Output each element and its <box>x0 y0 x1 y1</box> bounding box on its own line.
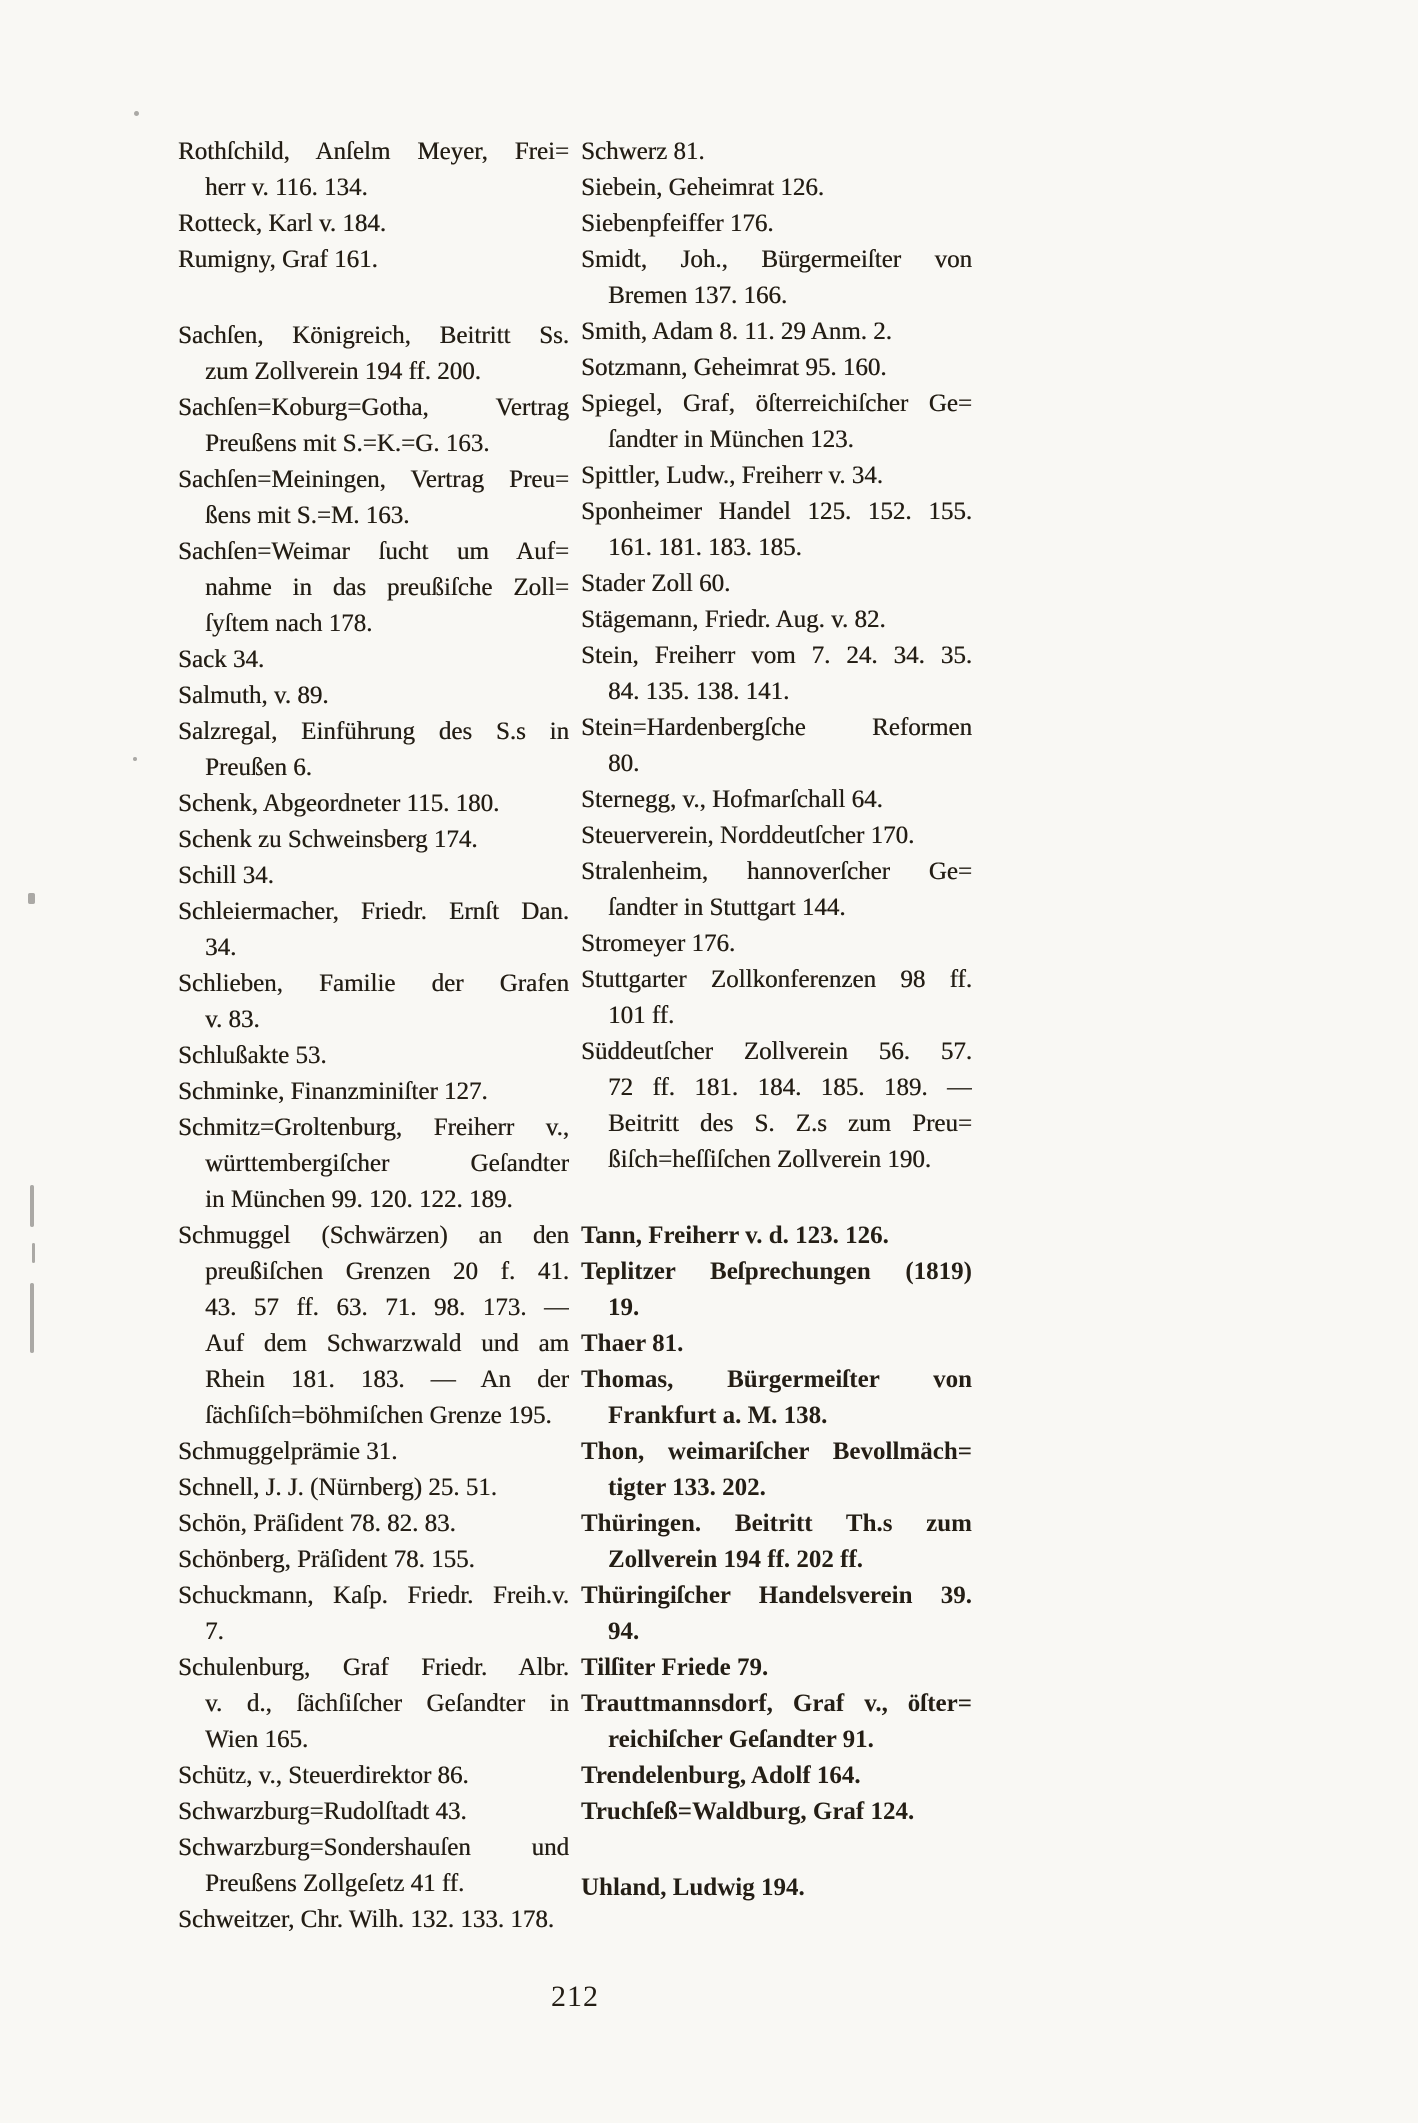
index-entry <box>178 1830 569 1902</box>
index-entry <box>178 1578 569 1650</box>
entry-line: Schweitzer, Chr. Wilh. 132. 133. 178. <box>178 1906 554 1933</box>
entry-line: ſächſiſch=böhmiſchen Grenze 195. <box>205 1402 552 1429</box>
index-entry <box>581 1434 972 1506</box>
scan-artifact <box>30 1185 34 1227</box>
entry-line: Stromeyer 176. <box>581 930 736 957</box>
index-entry <box>581 314 972 350</box>
scan-artifact <box>28 893 35 904</box>
entry-line: Schwerz 81. <box>581 138 705 165</box>
entry-line: Schenk, Abgeordneter 115. 180. <box>178 790 500 817</box>
entry-line: 72 ff. 181. 184. 185. 189. — <box>608 1074 972 1101</box>
entry-line: Schuckmann, Kaſp. Friedr. Freih.v. <box>178 1582 569 1609</box>
scan-artifact <box>133 757 137 761</box>
entry-line: Preußens mit S.=K.=G. 163. <box>205 430 490 457</box>
index-entry <box>178 966 569 1038</box>
index-entry <box>581 458 972 494</box>
index-entry <box>581 1578 972 1650</box>
index-column-left <box>178 134 569 1938</box>
entry-line: 43. 57 ff. 63. 71. 98. 173. — <box>205 1294 569 1321</box>
entry-line: Stader Zoll 60. <box>581 570 731 597</box>
entry-line: Bremen 137. 166. <box>608 282 788 309</box>
index-entry <box>178 1506 569 1542</box>
entry-line: 34. <box>205 934 237 961</box>
scan-artifact <box>134 111 139 116</box>
entry-line: 84. 135. 138. 141. <box>608 678 790 705</box>
entry-line: Schlieben, Familie der Grafen <box>178 970 569 997</box>
entry-line: Rhein 181. 183. — An der <box>205 1366 569 1393</box>
entry-line: Smith, Adam 8. 11. 29 Anm. 2. <box>581 318 892 345</box>
entry-line: Spiegel, Graf, öſterreichiſcher Ge= <box>581 390 972 417</box>
index-entry <box>178 1110 569 1218</box>
entry-line: Sternegg, v., Hofmarſchall 64. <box>581 786 883 813</box>
index-entry <box>581 1758 972 1794</box>
page-number: 212 <box>551 1980 599 2013</box>
entry-line: zum Zollverein 194 ff. 200. <box>205 358 481 385</box>
entry-line: Auf dem Schwarzwald und am <box>205 1330 569 1357</box>
entry-line: Tilſiter Friede 79. <box>581 1654 769 1681</box>
index-entry <box>581 1362 972 1434</box>
index-entry <box>581 818 972 854</box>
index-entry <box>581 350 972 386</box>
entry-line: Rothſchild, Anſelm Meyer, Frei= <box>178 138 569 165</box>
entry-line: Schmuggel (Schwärzen) an den <box>178 1222 569 1249</box>
entry-line: v. 83. <box>205 1006 260 1033</box>
entry-line: Tann, Freiherr v. d. 123. 126. <box>581 1222 889 1249</box>
index-entry <box>178 642 569 678</box>
entry-line: Stein, Freiherr vom 7. 24. 34. 35. <box>581 642 972 669</box>
index-entry <box>581 1034 972 1178</box>
scan-artifact <box>30 1283 34 1353</box>
index-entry <box>581 1650 972 1686</box>
entry-line: Sachſen=Koburg=Gotha, Vertrag <box>178 394 569 421</box>
entry-line: v. d., ſächſiſcher Geſandter in <box>205 1690 569 1717</box>
index-entry <box>581 710 972 782</box>
entry-line: Stralenheim, hannoverſcher Ge= <box>581 858 972 885</box>
index-entry <box>178 390 569 462</box>
entry-line: in München 99. 120. 122. 189. <box>205 1186 513 1213</box>
index-entry <box>178 1758 569 1794</box>
scan-artifact <box>32 1243 35 1263</box>
entry-line: Schmuggelprämie 31. <box>178 1438 398 1465</box>
entry-line: nahme in das preußiſche Zoll= <box>205 574 569 601</box>
entry-line: Teplitzer Beſprechungen (1819) <box>581 1258 972 1285</box>
index-entry <box>581 1218 972 1254</box>
index-entry <box>178 1074 569 1110</box>
index-entry <box>581 782 972 818</box>
index-entry <box>178 1434 569 1470</box>
entry-line: Schwarzburg=Sondershauſen und <box>178 1834 569 1861</box>
index-entry <box>581 1870 972 1906</box>
index-entry <box>178 1794 569 1830</box>
entry-line: Thomas, Bürgermeiſter von <box>581 1366 972 1393</box>
index-entry <box>178 242 569 278</box>
entry-line: Süddeutſcher Zollverein 56. 57. <box>581 1038 972 1065</box>
entry-line: Zollverein 194 ff. 202 ff. <box>608 1546 864 1573</box>
entry-line: Steuerverein, Norddeutſcher 170. <box>581 822 915 849</box>
index-entry <box>581 134 972 170</box>
entry-line: ßens mit S.=M. 163. <box>205 502 410 529</box>
entry-line: Salzregal, Einführung des S.s in <box>178 718 569 745</box>
entry-line: Sotzmann, Geheimrat 95. 160. <box>581 354 887 381</box>
entry-line: Rotteck, Karl v. 184. <box>178 210 387 237</box>
entry-line: Spittler, Ludw., Freiherr v. 34. <box>581 462 883 489</box>
index-entry <box>178 822 569 858</box>
index-entry <box>581 1506 972 1578</box>
entry-line: Smidt, Joh., Bürgermeiſter von <box>581 246 972 273</box>
index-entry <box>581 566 972 602</box>
entry-line: 101 ff. <box>608 1002 675 1029</box>
entry-line: ſandter in München 123. <box>608 426 854 453</box>
entry-line: Schenk zu Schweinsberg 174. <box>178 826 478 853</box>
entry-line: Frankfurt a. M. 138. <box>608 1402 828 1429</box>
index-entry <box>178 894 569 966</box>
entry-line: Schleiermacher, Friedr. Ernſt Dan. <box>178 898 569 925</box>
entry-line: Schulenburg, Graf Friedr. Albr. <box>178 1654 569 1681</box>
entry-line: Uhland, Ludwig 194. <box>581 1874 805 1901</box>
index-entry <box>581 854 972 926</box>
entry-line: Thon, weimariſcher Bevollmäch= <box>581 1438 972 1465</box>
entry-line: 80. <box>608 750 640 777</box>
index-entry <box>581 386 972 458</box>
entry-line: Stuttgarter Zollkonferenzen 98 ff. <box>581 966 972 993</box>
entry-line: Trendelenburg, Adolf 164. <box>581 1762 861 1789</box>
entry-line: herr v. 116. 134. <box>205 174 368 201</box>
index-entry <box>581 494 972 566</box>
entry-line: Siebein, Geheimrat 126. <box>581 174 824 201</box>
index-entry <box>178 134 569 206</box>
index-text-block <box>178 134 972 1938</box>
entry-line: Thaer 81. <box>581 1330 684 1357</box>
index-entry <box>581 206 972 242</box>
index-entry <box>178 462 569 534</box>
index-entry <box>178 206 569 242</box>
index-entry <box>178 1902 569 1938</box>
index-entry <box>178 1542 569 1578</box>
entry-line: Schwarzburg=Rudolſtadt 43. <box>178 1798 467 1825</box>
entry-line: Sack 34. <box>178 646 265 673</box>
index-entry <box>581 1686 972 1758</box>
entry-line: Schminke, Finanzminiſter 127. <box>178 1078 488 1105</box>
entry-line: ßiſch=heſſiſchen Zollverein 190. <box>608 1146 932 1173</box>
entry-line: Preußen 6. <box>205 754 312 781</box>
index-entry <box>178 786 569 822</box>
entry-line: Preußens Zollgeſetz 41 ff. <box>205 1870 465 1897</box>
entry-line: Beitritt des S. Z.s zum Preu= <box>608 1110 972 1137</box>
index-entry <box>178 858 569 894</box>
entry-line: Trauttmannsdorf, Graf v., öſter= <box>581 1690 972 1717</box>
entry-line: Sponheimer Handel 125. 152. 155. <box>581 498 972 525</box>
index-entry <box>178 1218 569 1434</box>
entry-line: 94. <box>608 1618 640 1645</box>
entry-line: Schill 34. <box>178 862 274 889</box>
index-entry <box>581 170 972 206</box>
entry-line: württembergiſcher Geſandter <box>205 1150 569 1177</box>
entry-line: preußiſchen Grenzen 20 f. 41. <box>205 1258 569 1285</box>
entry-line: Thüringen. Beitritt Th.s zum <box>581 1510 972 1537</box>
entry-line: Schön, Präſident 78. 82. 83. <box>178 1510 456 1537</box>
index-entry <box>178 1038 569 1074</box>
index-entry <box>178 678 569 714</box>
index-entry <box>581 602 972 638</box>
entry-line: Truchſeß=Waldburg, Graf 124. <box>581 1798 915 1825</box>
entry-line: Schlußakte 53. <box>178 1042 327 1069</box>
entry-line: tigter 133. 202. <box>608 1474 766 1501</box>
index-entry <box>581 242 972 314</box>
index-entry <box>178 1470 569 1506</box>
entry-line: Schmitz=Groltenburg, Freiherr v., <box>178 1114 569 1141</box>
index-entry <box>178 1650 569 1758</box>
index-column-right <box>581 134 972 1938</box>
index-entry <box>581 962 972 1034</box>
index-entry <box>581 638 972 710</box>
entry-line: Sachſen=Weimar ſucht um Auf= <box>178 538 569 565</box>
entry-line: Schnell, J. J. (Nürnberg) 25. 51. <box>178 1474 497 1501</box>
entry-line: 7. <box>205 1618 224 1645</box>
entry-line: reichiſcher Geſandter 91. <box>608 1726 874 1753</box>
entry-line: Stägemann, Friedr. Aug. v. 82. <box>581 606 886 633</box>
index-entry <box>178 534 569 642</box>
entry-line: Sachſen, Königreich, Beitritt Ss. <box>178 322 569 349</box>
index-entry <box>581 1794 972 1830</box>
entry-line: ſyſtem nach 178. <box>205 610 373 637</box>
entry-line: Salmuth, v. 89. <box>178 682 329 709</box>
entry-line: 161. 181. 183. 185. <box>608 534 802 561</box>
entry-line: Siebenpfeiffer 176. <box>581 210 774 237</box>
entry-line: Stein=Hardenbergſche Reformen <box>581 714 972 741</box>
entry-line: Thüringiſcher Handelsverein 39. <box>581 1582 972 1609</box>
index-entry <box>178 318 569 390</box>
entry-line: Sachſen=Meiningen, Vertrag Preu= <box>178 466 569 493</box>
entry-line: Schönberg, Präſident 78. 155. <box>178 1546 475 1573</box>
entry-line: Schütz, v., Steuerdirektor 86. <box>178 1762 469 1789</box>
entry-line: Rumigny, Graf 161. <box>178 246 378 273</box>
index-entry <box>581 1326 972 1362</box>
entry-line: ſandter in Stuttgart 144. <box>608 894 846 921</box>
entry-line: Wien 165. <box>205 1726 309 1753</box>
index-entry <box>581 1254 972 1326</box>
index-entry <box>581 926 972 962</box>
entry-line: 19. <box>608 1294 640 1321</box>
index-entry <box>178 714 569 786</box>
